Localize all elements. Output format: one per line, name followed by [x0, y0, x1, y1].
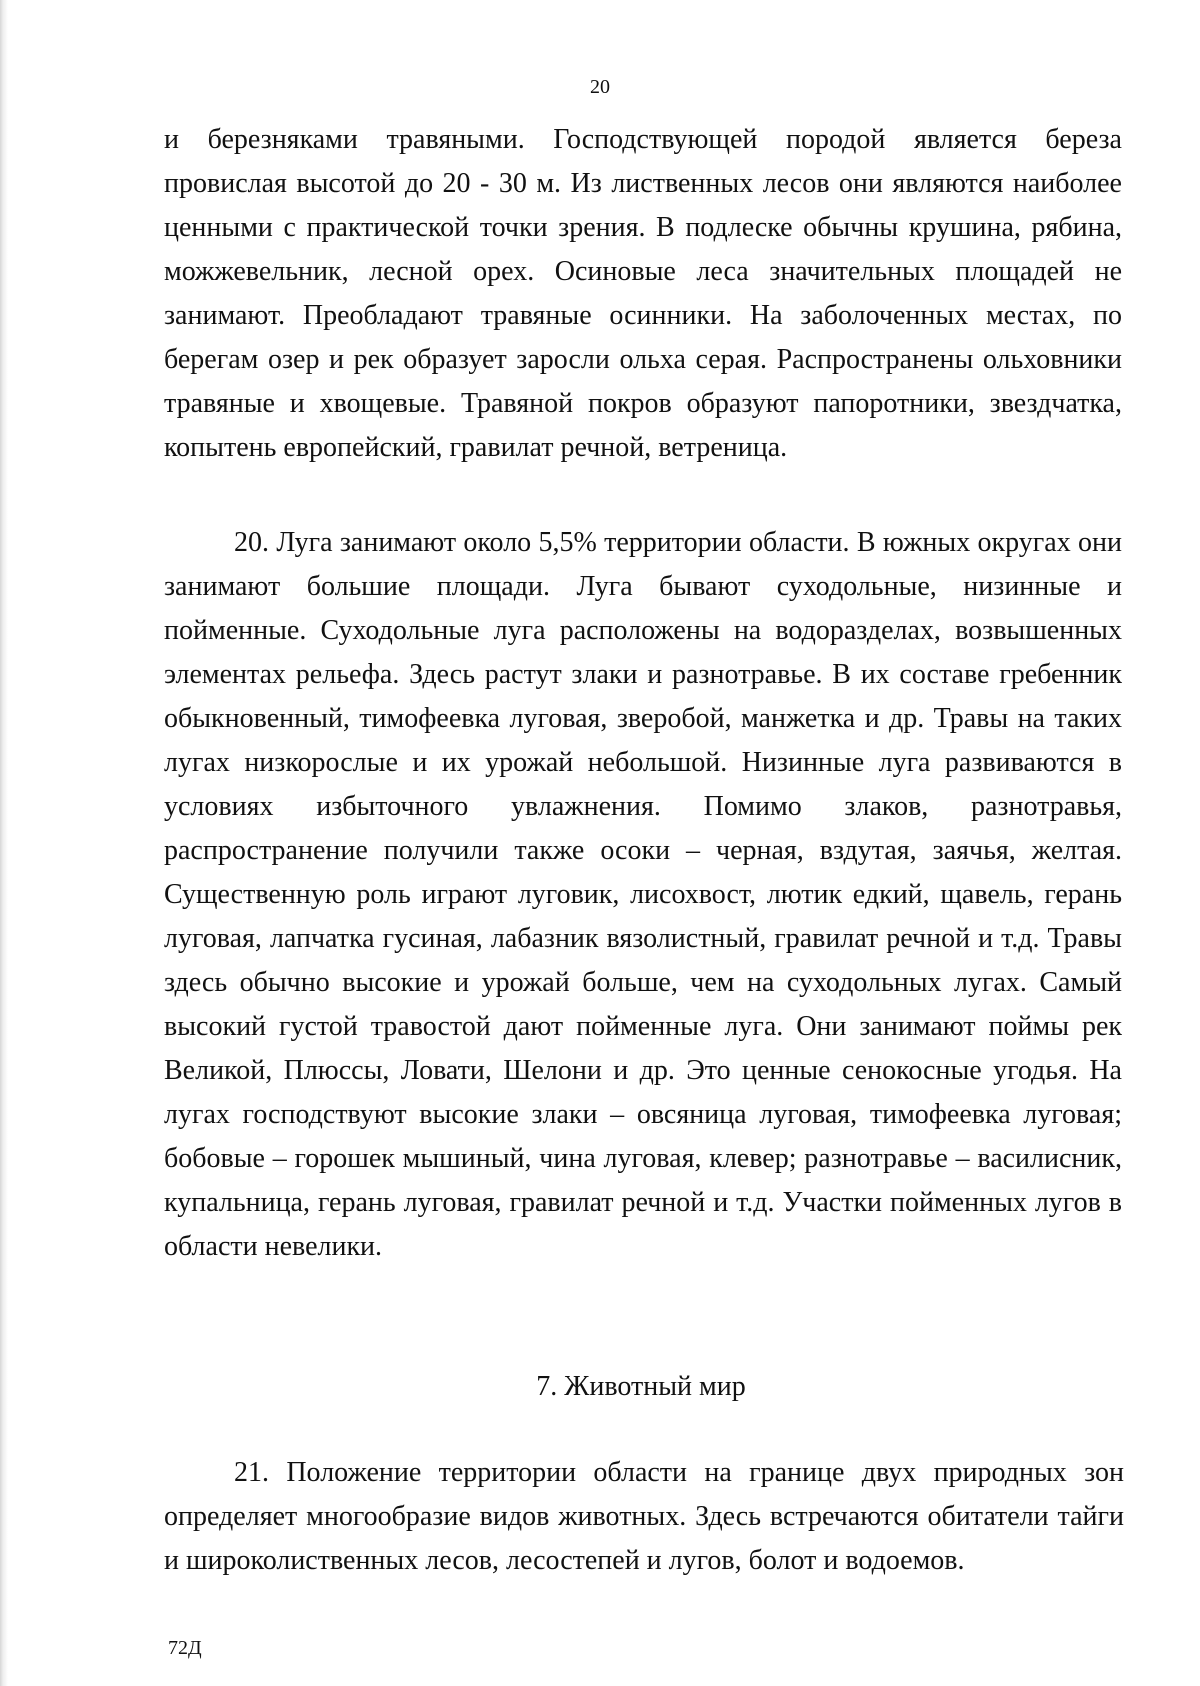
section-heading-fauna: 7. Животный мир	[536, 1371, 746, 1402]
text-block-3	[164, 1451, 1124, 1583]
scan-edge-shadow	[0, 0, 8, 1686]
paragraph-forests: и березняками травяными. Господствующей породой является береза провислая высотой до 20 - 30 м. Из лиственных лесов они являются наиболее ценными с практической точки зрения. В подлеске обычны крушина, рябина, можжевельник, лесной орех. Осиновые леса значительных площадей не занимают. Преобладают травяные осинники. На заболоченных местах, по берегам озер и рек образует заросли ольха серая. Распространены ольховники травяные и хвощевые. Травяной покров образуют папоротники, звездчатка, копытень европейский, гравилат речной, ветреница.	[164, 124, 1122, 463]
page-number: 20	[590, 76, 610, 98]
text-block-2	[164, 521, 1122, 1269]
text-block-1	[164, 118, 1122, 470]
paragraph-meadows: 20. Луга занимают около 5,5% территории области. В южных округах они занимают большие площади. Луга бывают суходольные, низинные и пойменные. Суходольные луга расположены на водоразделах, возвышенных элементах рельефа. Здесь растут злаки и разнотравье. В их составе гребенник обыкновенный, тимофеевка луговая, зверобой, манжетка и др. Травы на таких лугах низкорослые и их урожай небольшой. Низинные луга развиваются в условиях избыточного увлажнения. Помимо злаков, разнотравья, распространение получили также осоки – черная, вздутая, заячья, желтая. Существенную роль играют луговик, лисохвост, лютик едкий, щавель, герань луговая, лапчатка гусиная, лабазник вязолистный, гравилат речной и т.д. Травы здесь обычно высокие и урожай больше, чем на суходольных лугах. Самый высокий густой травостой дают пойменные луга. Они занимают поймы рек Великой, Плюссы, Ловати, Шелони и др. Это ценные сенокосные угодья. На лугах господствуют высокие злаки – овсяница луговая, тимофеевка луговая; бобовые – горошек мышиный, чина луговая, клевер; разнотравье – василисник, купальница, герань луговая, гравилат речной и т.д. Участки пойменных лугов в области невелики.	[164, 527, 1122, 1262]
paragraph-fauna: 21. Положение территории области на границе двух природных зон определяет многообразие видов животных. Здесь встречаются обитатели тайги и широколиственных лесов, лесостепей и лугов, болот и водоемов.	[164, 1457, 1124, 1576]
footer-code: 72Д	[168, 1637, 202, 1659]
